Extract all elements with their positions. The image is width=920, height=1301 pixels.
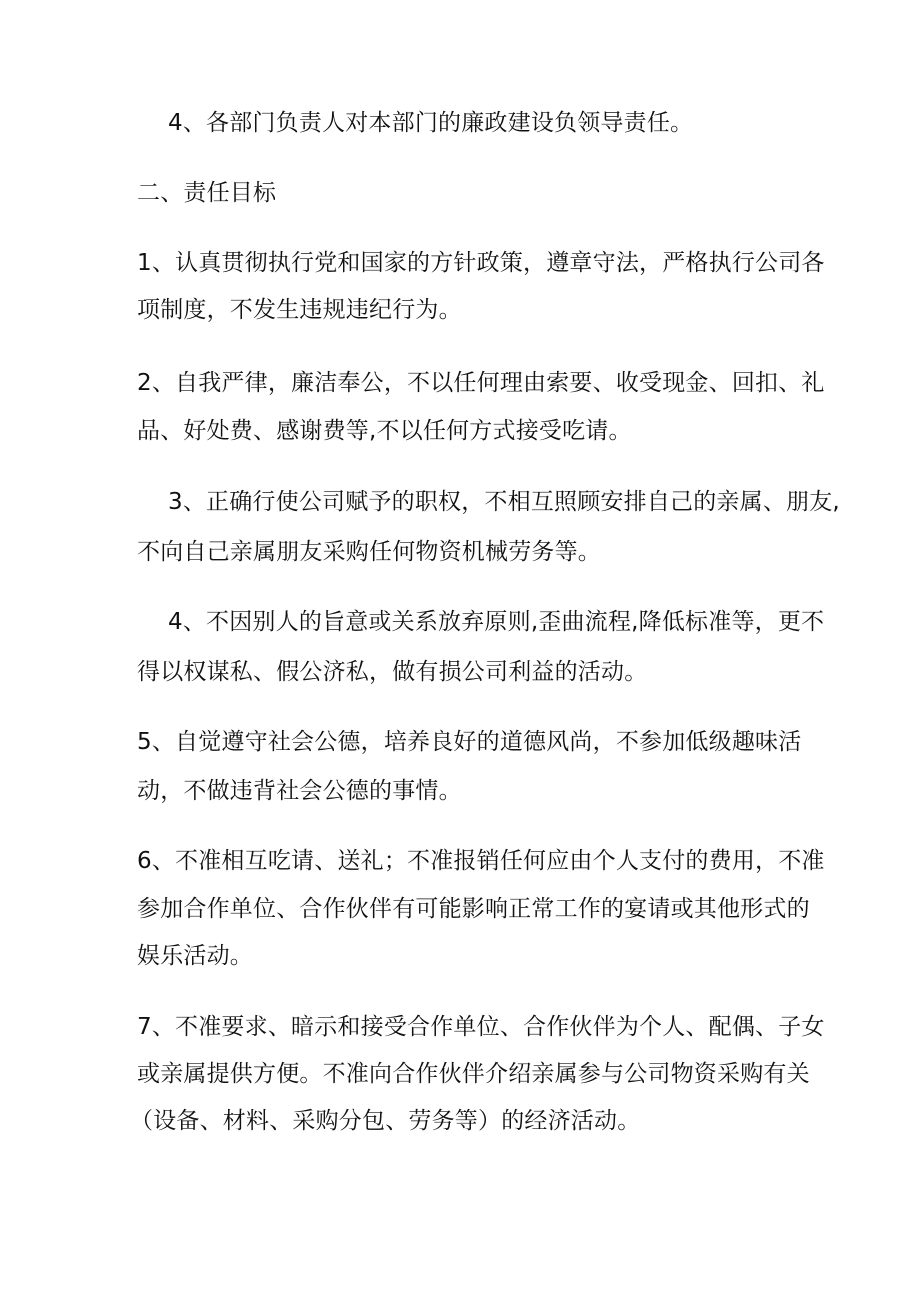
paragraph-line: （设备、材料、采购分包、劳务等）的经济活动。: [130, 1108, 641, 1134]
paragraph-line: 5、自觉遵守社会公德，培养良好的道德风尚，不参加低级趣味活: [137, 729, 802, 755]
paragraph-line: 品、好处费、感谢费等,不以任何方式接受吃请。: [137, 418, 632, 444]
paragraph-line: 娱乐活动。: [137, 943, 253, 969]
section-heading: 二、责任目标: [137, 180, 277, 206]
paragraph-line: 6、不准相互吃请、送礼；不准报销任何应由个人支付的费用，不准: [137, 848, 825, 874]
paragraph-line: 3、正确行使公司赋予的职权，不相互照顾安排自己的亲属、朋友,: [168, 489, 840, 515]
paragraph-line: 7、不准要求、暗示和接受合作单位、合作伙伴为个人、配偶、子女: [137, 1014, 825, 1040]
paragraph-line: 项制度，不发生违规违纪行为。: [137, 297, 462, 323]
paragraph-line: 不向自己亲属朋友采购任何物资机械劳务等。: [137, 539, 601, 565]
paragraph-line: 1、认真贯彻执行党和国家的方针政策，遵章守法，严格执行公司各: [137, 250, 825, 276]
paragraph-line: 得以权谋私、假公济私，做有损公司利益的活动。: [137, 659, 648, 685]
paragraph-line: 动，不做违背社会公德的事情。: [137, 778, 462, 804]
paragraph-line: 2、自我严律，廉洁奉公，不以任何理由索要、收受现金、回扣、礼: [137, 370, 825, 396]
paragraph-line: 参加合作单位、合作伙伴有可能影响正常工作的宴请或其他形式的: [137, 896, 810, 922]
paragraph-line: 4、各部门负责人对本部门的廉政建设负领导责任。: [168, 110, 694, 136]
paragraph-line: 或亲属提供方便。不准向合作伙伴介绍亲属参与公司物资采购有关: [137, 1061, 810, 1087]
paragraph-line: 4、不因别人的旨意或关系放弃原则,歪曲流程,降低标准等，更不: [168, 609, 825, 635]
